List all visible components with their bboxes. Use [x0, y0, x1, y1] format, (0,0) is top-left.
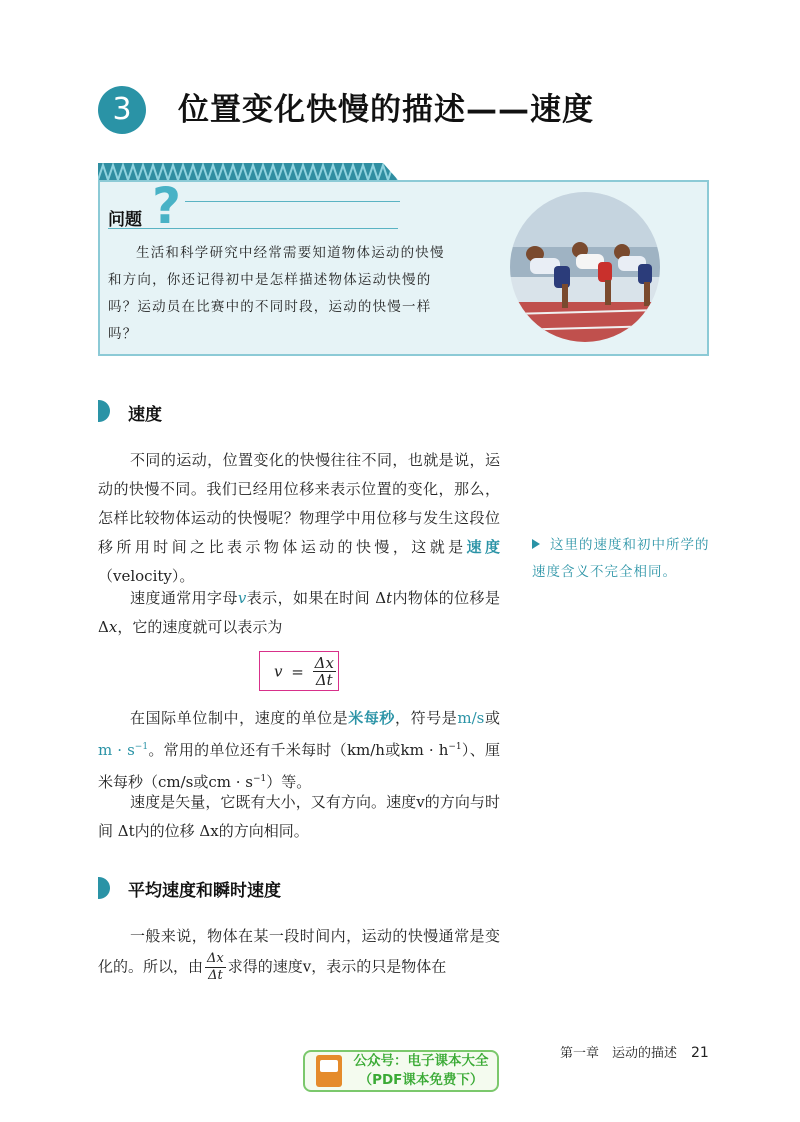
- margin-note-text: 这里的速度和初中所学的速度含义不完全相同。: [532, 537, 710, 580]
- question-underline-top: [185, 201, 400, 202]
- section-title-average-speed: 平均速度和瞬时速度: [128, 881, 281, 901]
- symbol-v: v: [237, 589, 247, 607]
- margin-note: [532, 532, 722, 586]
- paragraph-speed-units: [98, 704, 500, 797]
- unit-name: 米每秒: [348, 709, 396, 727]
- page-number: 21: [691, 1045, 709, 1061]
- section-number-badge: 3: [98, 86, 146, 134]
- paragraph-text: 内物体的位移是 Δ: [98, 589, 500, 636]
- fraction-denominator: Δt: [208, 968, 223, 983]
- paragraph-text: 不同的运动，位置变化的快慢往往不同，也就是说，运动的快慢不同。我们已经用位移来表示位置的变化，那么，怎样比较物体运动的快慢呢？物理学中用位移与发生这段位移所用时间之比表示物体运动的快慢，这就是: [98, 451, 500, 556]
- decorative-zigzag-strip: [98, 163, 398, 180]
- watermark-line2: （PDF课本免费下）: [358, 1072, 484, 1088]
- question-mark-icon: ?: [152, 177, 182, 235]
- paragraph-text: 求得的速度v，表示的只是物体在: [227, 957, 447, 976]
- paragraph-text: ，它的速度就可以表示为: [117, 618, 283, 636]
- formula-lhs: v: [274, 662, 283, 681]
- watermark-text: [348, 1052, 494, 1090]
- paragraph-text: 。常用的单位还有千米每时（km/h或km · h: [148, 741, 449, 759]
- section-marker: [98, 877, 110, 899]
- paragraph-text: ）等。: [266, 773, 312, 791]
- symbol-x: x: [108, 618, 118, 636]
- paragraph-text: ）、厘米每秒（cm/s或cm · s: [98, 741, 500, 791]
- question-underline: [108, 228, 398, 229]
- paragraph-text: 在国际单位制中，速度的单位是: [130, 709, 349, 727]
- unit-exponent: −1: [134, 742, 149, 752]
- sprinters-photo: [510, 192, 660, 342]
- formula-numerator: Δx: [314, 654, 334, 672]
- paragraph-average-speed: [98, 922, 500, 984]
- formula-equals: =: [291, 662, 304, 681]
- watermark-line1: 公众号：电子课本大全: [353, 1053, 489, 1069]
- unit-symbol: m/s: [457, 709, 485, 727]
- section-title-speed: 速度: [128, 405, 162, 425]
- paragraph-speed-intro: [98, 446, 500, 591]
- paragraph-text: ，符号是: [395, 709, 458, 727]
- note-arrow-icon: [532, 539, 540, 549]
- paragraph-text: 或: [484, 709, 500, 727]
- question-text: 生活和科学研究中经常需要知道物体运动的快慢和方向，你还记得初中是怎样描述物体运动快慢的吗？运动员在比赛中的不同时段，运动的快慢一样吗？: [108, 245, 445, 342]
- unit-exponent: −1: [253, 774, 267, 784]
- unit-exponent: −1: [448, 742, 462, 752]
- paragraph-text: 表示，如果在时间 Δ: [246, 589, 387, 607]
- paragraph-text: 一般来说，物体在某一段时间内，运动的快慢通常是变化的。所以，由: [98, 927, 500, 976]
- unit-symbol-alt: m · s: [98, 741, 135, 759]
- chapter-label: 第一章 运动的描述: [560, 1046, 678, 1061]
- velocity-formula-box: [259, 651, 339, 691]
- formula-denominator: Δt: [315, 671, 333, 689]
- paragraph-text: （velocity）。: [98, 567, 195, 585]
- page-footer: [560, 1042, 709, 1061]
- symbol-t: t: [386, 589, 393, 607]
- question-label: 问题: [108, 210, 142, 230]
- page-title: 位置变化快慢的描述——速度: [178, 92, 594, 128]
- paragraph-speed-vector: 速度是矢量，它既有大小，又有方向。速度v的方向与时间 Δt内的位移 Δx的方向相同。: [98, 793, 500, 840]
- section-marker: [98, 400, 110, 422]
- book-icon: [316, 1055, 342, 1087]
- paragraph-text: 速度通常用字母: [130, 589, 238, 607]
- formula-fraction: [313, 655, 336, 688]
- inline-fraction: [205, 951, 226, 984]
- fraction-numerator: Δx: [207, 951, 224, 966]
- term-velocity: 速度: [466, 538, 500, 556]
- paragraph-speed-definition: [98, 584, 500, 642]
